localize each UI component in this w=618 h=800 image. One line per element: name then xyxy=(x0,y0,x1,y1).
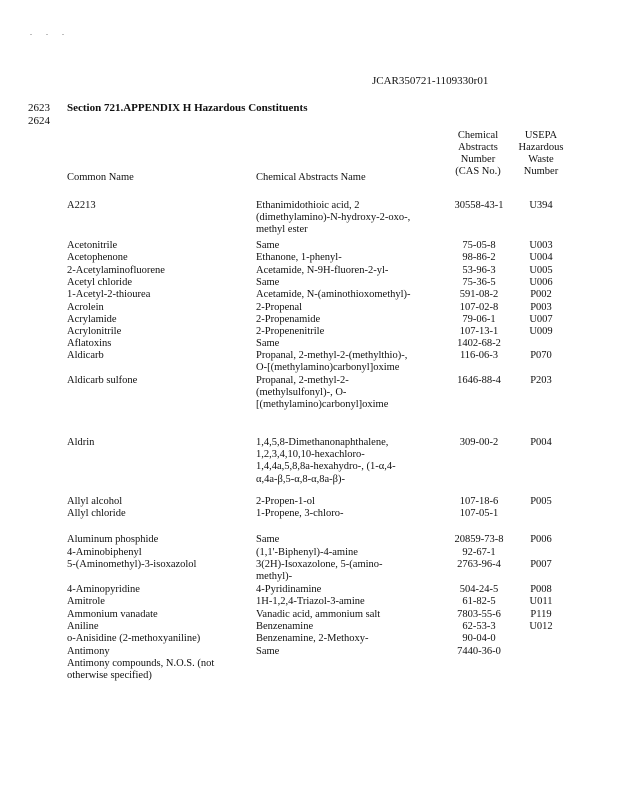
waste-number-cell: P070 xyxy=(530,350,552,361)
cas-number-cell: 75-05-8 xyxy=(462,240,496,251)
cas-number-cell: 2763-96-4 xyxy=(457,559,501,570)
common-name-cell-line: Acrylonitrile xyxy=(67,326,122,337)
chemical-abstracts-name-cell xyxy=(256,252,444,264)
waste-number-cell: P008 xyxy=(530,584,552,595)
common-name-cell-line: 4-Aminobiphenyl xyxy=(67,547,142,558)
cas-number-cell: 53-96-3 xyxy=(462,265,496,276)
common-name-cell xyxy=(67,252,247,264)
header-chemical-abstracts-name: Chemical Abstracts Name xyxy=(256,172,366,183)
corner-marks: . . . xyxy=(30,28,70,37)
cas-number-cell: 504-24-5 xyxy=(459,584,499,595)
waste-number-cell: P004 xyxy=(530,437,552,448)
cas-number-cell: 107-05-1 xyxy=(459,508,499,519)
waste-number-cell: P006 xyxy=(530,534,552,545)
common-name-cell xyxy=(67,658,247,682)
common-name-cell-line: 4-Aminopyridine xyxy=(67,584,140,595)
header-line: Abstracts xyxy=(458,142,498,153)
chemical-abstracts-name-cell-line: Same xyxy=(256,240,280,251)
chemical-abstracts-name-cell xyxy=(256,200,444,237)
common-name-cell xyxy=(67,265,247,277)
common-name-cell xyxy=(67,633,247,645)
common-name-cell xyxy=(67,289,247,301)
chemical-abstracts-name-cell xyxy=(256,534,444,546)
cas-number-cell: 309-00-2 xyxy=(459,437,499,448)
cas-number-cell: 1646-88-4 xyxy=(457,375,501,386)
chemical-abstracts-name-cell-line: Benzenamine, 2-Methoxy- xyxy=(256,633,369,644)
common-name-cell xyxy=(67,240,247,252)
common-name-cell-line: o-Anisidine (2-methoxyaniline) xyxy=(67,633,201,644)
chemical-abstracts-name-cell-line: Ethanone, 1-phenyl- xyxy=(256,252,342,263)
common-name-cell xyxy=(67,646,247,658)
chemical-abstracts-name-cell xyxy=(256,609,444,621)
common-name-cell-line: 1-Acetyl-2-thiourea xyxy=(67,289,151,300)
chemical-abstracts-name-cell-line: methyl)- xyxy=(256,571,293,583)
chemical-abstracts-name-cell xyxy=(256,508,444,520)
chemical-abstracts-name-cell-line: 2-Propenal xyxy=(256,302,303,313)
header-line: Chemical xyxy=(457,130,499,141)
chemical-abstracts-name-cell-line: Acetamide, N-(aminothioxomethyl)- xyxy=(256,289,411,300)
section-title: Section 721.APPENDIX H Hazardous Constituents xyxy=(67,102,308,114)
chemical-abstracts-name-cell xyxy=(256,621,444,633)
chemical-abstracts-name-cell-line: 2-Propen-1-ol xyxy=(256,496,315,507)
header-line: Number xyxy=(523,166,559,177)
waste-number-cell: U012 xyxy=(529,621,553,632)
chemical-abstracts-name-cell-line: Same xyxy=(256,534,280,545)
waste-number-cell: P007 xyxy=(530,559,552,570)
chemical-abstracts-name-cell xyxy=(256,326,444,338)
header-line: Waste xyxy=(528,154,554,165)
chemical-abstracts-name-cell-line: 2-Propenamide xyxy=(256,314,321,325)
chemical-abstracts-name-cell-line: Benzenamine xyxy=(256,621,314,632)
waste-number-cell: P003 xyxy=(530,302,552,313)
common-name-cell xyxy=(67,609,247,621)
cas-number-cell: 7803-55-6 xyxy=(457,609,501,620)
cas-number-cell: 30558-43-1 xyxy=(454,200,504,211)
common-name-cell xyxy=(67,547,247,559)
chemical-abstracts-name-cell xyxy=(256,338,444,350)
chemical-abstracts-name-cell-line: Propanal, 2-methyl-2-(methylthio)-, xyxy=(256,350,408,361)
waste-number-cell: P119 xyxy=(530,609,552,620)
chemical-abstracts-name-cell xyxy=(256,265,444,277)
chemical-abstracts-name-cell xyxy=(256,240,444,252)
common-name-cell-line: Amitrole xyxy=(67,596,105,607)
waste-number-cell: U011 xyxy=(529,596,553,607)
chemical-abstracts-name-cell xyxy=(256,584,444,596)
chemical-abstracts-name-cell-line: 1H-1,2,4-Triazol-3-amine xyxy=(256,596,365,607)
chemical-abstracts-name-cell-line: [(methylamino)carbonyl]oxime xyxy=(256,399,389,411)
common-name-cell xyxy=(67,302,247,314)
chemical-abstracts-name-cell-line: (methylsulfonyl)-, O- xyxy=(256,387,347,399)
waste-number-cell: P203 xyxy=(530,375,552,386)
cas-number-cell: 90-04-0 xyxy=(462,633,496,644)
waste-number-cell: P002 xyxy=(530,289,552,300)
common-name-cell-line: Ammonium vanadate xyxy=(67,609,158,620)
chemical-abstracts-name-cell-line: O-[(methylamino)carbonyl]oxime xyxy=(256,362,400,374)
common-name-cell xyxy=(67,326,247,338)
waste-number-cell: U006 xyxy=(529,277,553,288)
waste-number-cell: U004 xyxy=(529,252,553,263)
common-name-cell xyxy=(67,314,247,326)
common-name-cell-line: Aldicarb xyxy=(67,350,104,361)
chemical-abstracts-name-cell-line: (dimethylamino)-N-hydroxy-2-oxo-, xyxy=(256,212,411,224)
common-name-cell xyxy=(67,596,247,608)
common-name-cell-line: Acetonitrile xyxy=(67,240,118,251)
common-name-cell xyxy=(67,534,247,546)
common-name-cell-line: Aflatoxins xyxy=(67,338,112,349)
chemical-abstracts-name-cell xyxy=(256,496,444,508)
cas-number-cell: 62-53-3 xyxy=(462,621,496,632)
header-line: Number xyxy=(460,154,496,165)
cas-number-cell: 107-02-8 xyxy=(459,302,499,313)
chemical-abstracts-name-cell xyxy=(256,277,444,289)
chemical-abstracts-name-cell-line: (1,1'-Biphenyl)-4-amine xyxy=(256,547,358,558)
cas-number-cell: 107-18-6 xyxy=(459,496,499,507)
waste-number-cell: U003 xyxy=(529,240,553,251)
cas-number-cell: 1402-68-2 xyxy=(457,338,501,349)
document-id: JCAR350721-1109330r01 xyxy=(372,75,489,87)
cas-number-cell: 7440-36-0 xyxy=(457,646,501,657)
header-line: USEPA xyxy=(524,130,558,141)
common-name-cell xyxy=(67,338,247,350)
chemical-abstracts-name-cell-line: Propanal, 2-methyl-2- xyxy=(256,375,349,386)
cas-number-cell: 75-36-5 xyxy=(462,277,496,288)
common-name-cell-line: Acrylamide xyxy=(67,314,117,325)
chemical-abstracts-name-cell-line: 1,4,4a,5,8,8a-hexahydro-, (1-α,4- xyxy=(256,461,396,473)
chemical-abstracts-name-cell xyxy=(256,375,444,412)
common-name-cell-line: Acetyl chloride xyxy=(67,277,133,288)
common-name-cell xyxy=(67,584,247,596)
common-name-cell-line: Antimony xyxy=(67,646,110,657)
common-name-cell xyxy=(67,508,247,520)
chemical-abstracts-name-cell-line: Ethanimidothioic acid, 2 xyxy=(256,200,360,211)
chemical-abstracts-name-cell-line: 1,2,3,4,10,10-hexachloro- xyxy=(256,449,365,461)
chemical-abstracts-name-cell-line: 1,4,5,8-Dimethanonaphthalene, xyxy=(256,437,389,448)
chemical-abstracts-name-cell-line: α,4a-β,5-α,8-α,8a-β)- xyxy=(256,473,345,485)
chemical-abstracts-name-cell-line: Same xyxy=(256,277,280,288)
common-name-cell-line: Aluminum phosphide xyxy=(67,534,159,545)
cas-number-cell: 107-13-1 xyxy=(459,326,499,337)
common-name-cell-line: Antimony compounds, N.O.S. (not xyxy=(67,658,215,669)
chemical-abstracts-name-cell-line: Vanadic acid, ammonium salt xyxy=(256,609,381,620)
common-name-cell-line: Aldrin xyxy=(67,437,95,448)
cas-number-cell: 92-67-1 xyxy=(462,547,496,558)
common-name-cell xyxy=(67,496,247,508)
line-number: 2624 xyxy=(28,115,50,127)
chemical-abstracts-name-cell-line: 1-Propene, 3-chloro- xyxy=(256,508,344,519)
common-name-cell-line: A2213 xyxy=(67,200,96,211)
header-line: Hazardous xyxy=(518,142,564,153)
common-name-cell-line: otherwise specified) xyxy=(67,670,152,682)
common-name-cell-line: 2-Acetylaminofluorene xyxy=(67,265,165,276)
chemical-abstracts-name-cell xyxy=(256,289,444,301)
chemical-abstracts-name-cell xyxy=(256,633,444,645)
common-name-cell-line: Aldicarb sulfone xyxy=(67,375,138,386)
chemical-abstracts-name-cell xyxy=(256,437,444,486)
chemical-abstracts-name-cell-line: 2-Propenenitrile xyxy=(256,326,325,337)
header-common-name: Common Name xyxy=(67,172,134,183)
chemical-abstracts-name-cell-line: Acetamide, N-9H-fluoren-2-yl- xyxy=(256,265,389,276)
chemical-abstracts-name-cell xyxy=(256,350,444,374)
common-name-cell-line: Acrolein xyxy=(67,302,104,313)
cas-number-cell: 79-06-1 xyxy=(462,314,496,325)
chemical-abstracts-name-cell-line: Same xyxy=(256,646,280,657)
chemical-abstracts-name-cell-line: Same xyxy=(256,338,280,349)
header-line: (CAS No.) xyxy=(455,166,501,177)
chemical-abstracts-name-cell-line: 4-Pyridinamine xyxy=(256,584,322,595)
chemical-abstracts-name-cell-line: methyl ester xyxy=(256,224,308,236)
chemical-abstracts-name-cell xyxy=(256,547,444,559)
chemical-abstracts-name-cell xyxy=(256,646,444,658)
waste-number-cell: U394 xyxy=(529,200,553,211)
common-name-cell xyxy=(67,200,247,212)
cas-number-cell: 116-06-3 xyxy=(459,350,499,361)
waste-number-cell: U009 xyxy=(529,326,553,337)
cas-number-cell: 98-86-2 xyxy=(462,252,496,263)
common-name-cell xyxy=(67,375,247,387)
common-name-cell xyxy=(67,559,247,571)
common-name-cell-line: 5-(Aminomethyl)-3-isoxazolol xyxy=(67,559,197,570)
waste-number-cell: P005 xyxy=(530,496,552,507)
waste-number-cell: U005 xyxy=(529,265,553,276)
chemical-abstracts-name-cell xyxy=(256,596,444,608)
line-number: 2623 xyxy=(28,102,50,114)
cas-number-cell: 20859-73-8 xyxy=(454,534,504,545)
common-name-cell-line: Allyl alcohol xyxy=(67,496,123,507)
common-name-cell-line: Allyl chloride xyxy=(67,508,126,519)
common-name-cell xyxy=(67,437,247,449)
chemical-abstracts-name-cell xyxy=(256,314,444,326)
common-name-cell xyxy=(67,277,247,289)
cas-number-cell: 591-08-2 xyxy=(459,289,499,300)
common-name-cell-line: Aniline xyxy=(67,621,99,632)
waste-number-cell: U007 xyxy=(529,314,553,325)
chemical-abstracts-name-cell-line: 3(2H)-Isoxazolone, 5-(amino- xyxy=(256,559,383,570)
common-name-cell-line: Acetophenone xyxy=(67,252,128,263)
common-name-cell xyxy=(67,350,247,362)
common-name-cell xyxy=(67,621,247,633)
cas-number-cell: 61-82-5 xyxy=(462,596,496,607)
chemical-abstracts-name-cell xyxy=(256,302,444,314)
chemical-abstracts-name-cell xyxy=(256,559,444,583)
